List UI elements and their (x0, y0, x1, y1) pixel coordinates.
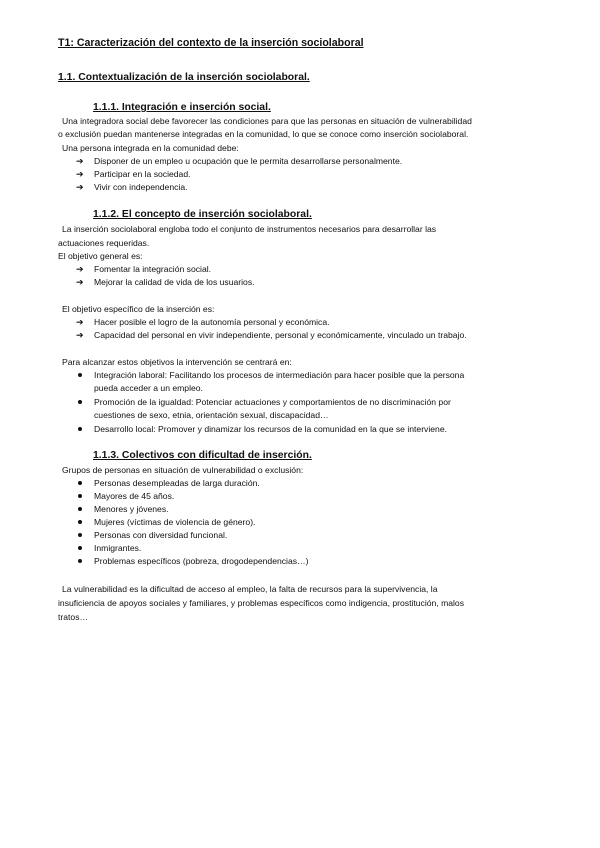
arrow-bullet-icon: ➔ (76, 182, 84, 192)
subsection-heading-1-1-1: 1.1.1. Integración e inserción social. (93, 102, 271, 113)
list-intro: Una persona integrada en la comunidad debe: (62, 143, 239, 153)
list-item-continuation: pueda acceder a un empleo. (94, 383, 203, 393)
list-item: Problemas específicos (pobreza, drogodependencias…) (94, 556, 309, 566)
list-item: Integración laboral: Facilitando los procesos de intermediación para hacer posible que la persona (94, 370, 465, 380)
bullet-dot-icon (78, 533, 82, 537)
arrow-bullet-icon: ➔ (76, 317, 84, 327)
list-item: Vivir con independencia. (94, 182, 188, 192)
list-intro: Grupos de personas en situación de vulnerabilidad o exclusión: (62, 465, 304, 475)
bullet-dot-icon (78, 400, 82, 404)
list-item: Personas desempleadas de larga duración. (94, 478, 260, 488)
arrow-bullet-icon: ➔ (76, 169, 84, 179)
list-intro: Para alcanzar estos objetivos la intervención se centrará en: (62, 357, 292, 367)
paragraph-line: o exclusión puedan mantenerse integradas en la comunidad, lo que se conoce como inserción sociolaboral. (58, 129, 469, 139)
arrow-bullet-icon: ➔ (76, 156, 84, 166)
section-heading-1-1: 1.1. Contextualización de la inserción sociolaboral. (58, 72, 310, 83)
paragraph-line: Una integradora social debe favorecer las condiciones para que las personas en situación de vulnerabilidad (62, 116, 472, 126)
list-item: Capacidad del personal en vivir independiente, personal y económicamente, vinculado un trabajo. (94, 330, 467, 340)
list-intro: El objetivo específico de la inserción es: (62, 304, 215, 314)
list-item: Desarrollo local: Promover y dinamizar los recursos de la comunidad en la que se interviene. (94, 424, 447, 434)
document-title: T1: Caracterización del contexto de la inserción sociolaboral (58, 37, 364, 49)
list-item: Participar en la sociedad. (94, 169, 191, 179)
bullet-dot-icon (78, 507, 82, 511)
bullet-dot-icon (78, 520, 82, 524)
list-intro: El objetivo general es: (58, 251, 143, 261)
list-item: Mayores de 45 años. (94, 491, 175, 501)
bullet-dot-icon (78, 546, 82, 550)
list-item: Disponer de un empleo u ocupación que le permita desarrollarse personalmente. (94, 156, 403, 166)
subsection-heading-1-1-3: 1.1.3. Colectivos con dificultad de inserción. (93, 450, 312, 461)
list-item: Mujeres (víctimas de violencia de género). (94, 517, 256, 527)
paragraph-line: insuficiencia de apoyos sociales y familiares, y problemas específicos como indigencia, prostitución, malos (58, 598, 465, 608)
arrow-bullet-icon: ➔ (76, 277, 84, 287)
list-item-continuation: cuestiones de sexo, etnia, orientación sexual, discapacidad… (94, 410, 329, 420)
arrow-bullet-icon: ➔ (76, 264, 84, 274)
list-item: Fomentar la integración social. (94, 264, 212, 274)
bullet-dot-icon (78, 373, 82, 377)
bullet-dot-icon (78, 481, 82, 485)
bullet-dot-icon (78, 494, 82, 498)
arrow-bullet-icon: ➔ (76, 330, 84, 340)
list-item: Menores y jóvenes. (94, 504, 169, 514)
paragraph-line: La vulnerabilidad es la dificultad de acceso al empleo, la falta de recursos para la supervivencia, la (62, 584, 438, 594)
subsection-heading-1-1-2: 1.1.2. El concepto de inserción sociolaboral. (93, 209, 312, 220)
paragraph-line: tratos… (58, 612, 89, 622)
list-item: Promoción de la igualdad: Potenciar actuaciones y comportamientos de no discriminación por (94, 397, 451, 407)
bullet-dot-icon (78, 427, 82, 431)
bullet-dot-icon (78, 559, 82, 563)
paragraph-line: actuaciones requeridas. (58, 238, 150, 248)
paragraph-line: La inserción sociolaboral engloba todo el conjunto de instrumentos necesarios para desarrollar las (62, 224, 437, 234)
list-item: Mejorar la calidad de vida de los usuarios. (94, 277, 255, 287)
list-item: Personas con diversidad funcional. (94, 530, 228, 540)
list-item: Hacer posible el logro de la autonomía personal y económica. (94, 317, 330, 327)
list-item: Inmigrantes. (94, 543, 142, 553)
